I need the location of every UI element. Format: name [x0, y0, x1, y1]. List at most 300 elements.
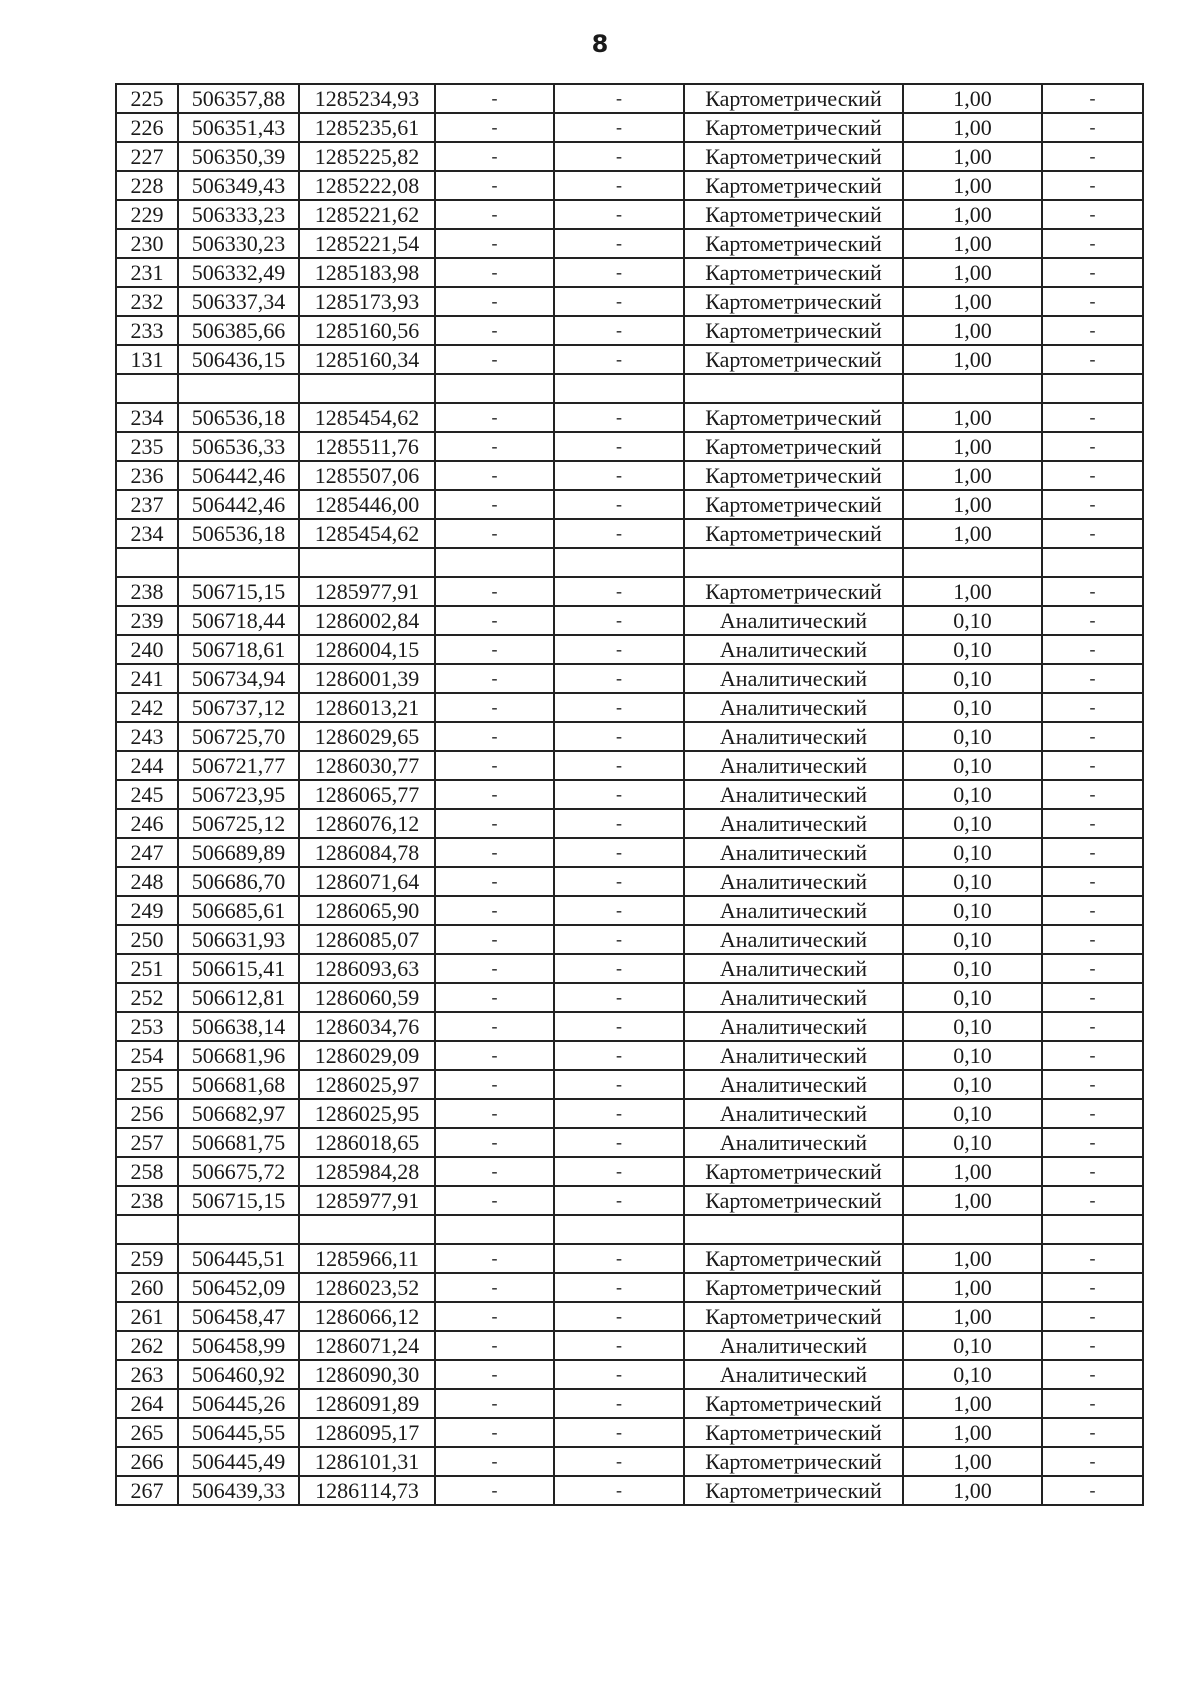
empty-value-cell-a: - — [435, 1012, 554, 1041]
empty-value-cell-b: - — [554, 1331, 684, 1360]
y-coordinate-cell: 1285966,11 — [299, 1244, 435, 1273]
x-coordinate-cell: 506675,72 — [178, 1157, 299, 1186]
x-coordinate-cell: 506357,88 — [178, 84, 299, 113]
point-number-cell: 264 — [116, 1389, 178, 1418]
empty-value-cell-c: - — [1042, 1273, 1143, 1302]
empty-value-cell-b: - — [554, 345, 684, 374]
empty-value-cell-a: - — [435, 403, 554, 432]
empty-value-cell-a: - — [435, 606, 554, 635]
x-coordinate-cell: 506445,51 — [178, 1244, 299, 1273]
empty-value-cell-a: - — [435, 1447, 554, 1476]
empty-value-cell-a: - — [435, 896, 554, 925]
table-row — [116, 432, 1143, 461]
point-number-cell: 231 — [116, 258, 178, 287]
empty-value-cell-b: - — [554, 664, 684, 693]
empty-value-cell-a: - — [435, 1244, 554, 1273]
empty-value-cell-c: - — [1042, 229, 1143, 258]
y-coordinate-cell: 1286101,31 — [299, 1447, 435, 1476]
empty-value-cell-a: - — [435, 316, 554, 345]
empty-value-cell-b: - — [554, 1128, 684, 1157]
table-row — [116, 1041, 1143, 1070]
empty-value-cell-b: - — [554, 171, 684, 200]
point-number-cell: 249 — [116, 896, 178, 925]
point-number-cell: 250 — [116, 925, 178, 954]
point-number-cell: 242 — [116, 693, 178, 722]
empty-value-cell-b: - — [554, 722, 684, 751]
y-coordinate-cell: 1286090,30 — [299, 1360, 435, 1389]
point-number-cell: 262 — [116, 1331, 178, 1360]
accuracy-cell: 0,10 — [903, 1331, 1042, 1360]
empty-value-cell-a: - — [435, 1099, 554, 1128]
x-coordinate-cell: 506681,96 — [178, 1041, 299, 1070]
x-coordinate-cell: 506718,44 — [178, 606, 299, 635]
accuracy-cell: 0,10 — [903, 1360, 1042, 1389]
method-cell: Аналитический — [684, 751, 903, 780]
x-coordinate-cell: 506460,92 — [178, 1360, 299, 1389]
y-coordinate-cell: 1285977,91 — [299, 577, 435, 606]
empty-value-cell-a: - — [435, 432, 554, 461]
empty-value-cell-c: - — [1042, 751, 1143, 780]
point-number-cell: 253 — [116, 1012, 178, 1041]
empty-value-cell-c: - — [1042, 200, 1143, 229]
method-cell: Картометрический — [684, 1418, 903, 1447]
x-coordinate-cell — [178, 374, 299, 403]
method-cell: Картометрический — [684, 287, 903, 316]
empty-value-cell-b: - — [554, 1302, 684, 1331]
empty-value-cell-a: - — [435, 1331, 554, 1360]
point-number-cell: 234 — [116, 403, 178, 432]
empty-value-cell-b: - — [554, 1012, 684, 1041]
y-coordinate-cell: 1285977,91 — [299, 1186, 435, 1215]
accuracy-cell: 0,10 — [903, 751, 1042, 780]
point-number-cell: 238 — [116, 577, 178, 606]
method-cell: Картометрический — [684, 1273, 903, 1302]
method-cell: Аналитический — [684, 1012, 903, 1041]
empty-value-cell-c: - — [1042, 287, 1143, 316]
empty-value-cell-b: - — [554, 896, 684, 925]
point-number-cell: 248 — [116, 867, 178, 896]
y-coordinate-cell: 1285235,61 — [299, 113, 435, 142]
method-cell: Картометрический — [684, 403, 903, 432]
x-coordinate-cell: 506350,39 — [178, 142, 299, 171]
x-coordinate-cell: 506685,61 — [178, 896, 299, 925]
x-coordinate-cell: 506725,12 — [178, 809, 299, 838]
empty-value-cell-b: - — [554, 1244, 684, 1273]
y-coordinate-cell: 1285222,08 — [299, 171, 435, 200]
method-cell: Картометрический — [684, 1244, 903, 1273]
accuracy-cell: 1,00 — [903, 1476, 1042, 1505]
x-coordinate-cell: 506536,18 — [178, 519, 299, 548]
accuracy-cell: 1,00 — [903, 142, 1042, 171]
empty-value-cell-c: - — [1042, 84, 1143, 113]
empty-value-cell-b: - — [554, 1099, 684, 1128]
empty-value-cell-b: - — [554, 287, 684, 316]
method-cell: Картометрический — [684, 1302, 903, 1331]
point-number-cell: 239 — [116, 606, 178, 635]
empty-value-cell-b: - — [554, 1476, 684, 1505]
table-row — [116, 1476, 1143, 1505]
empty-value-cell-b: - — [554, 1418, 684, 1447]
x-coordinate-cell — [178, 1215, 299, 1244]
empty-value-cell-b — [554, 374, 684, 403]
method-cell: Картометрический — [684, 258, 903, 287]
empty-value-cell-c: - — [1042, 1157, 1143, 1186]
accuracy-cell: 1,00 — [903, 1186, 1042, 1215]
x-coordinate-cell: 506682,97 — [178, 1099, 299, 1128]
method-cell: Картометрический — [684, 490, 903, 519]
empty-value-cell-b: - — [554, 954, 684, 983]
empty-value-cell-c: - — [1042, 1070, 1143, 1099]
method-cell: Картометрический — [684, 142, 903, 171]
accuracy-cell: 0,10 — [903, 1012, 1042, 1041]
table-row — [116, 983, 1143, 1012]
y-coordinate-cell: 1286076,12 — [299, 809, 435, 838]
x-coordinate-cell: 506337,34 — [178, 287, 299, 316]
empty-value-cell-c: - — [1042, 1128, 1143, 1157]
accuracy-cell: 0,10 — [903, 954, 1042, 983]
empty-value-cell-c: - — [1042, 954, 1143, 983]
empty-value-cell-b — [554, 1215, 684, 1244]
table-row — [116, 896, 1143, 925]
method-cell — [684, 1215, 903, 1244]
empty-value-cell-c: - — [1042, 1476, 1143, 1505]
x-coordinate-cell — [178, 548, 299, 577]
empty-value-cell-c: - — [1042, 664, 1143, 693]
y-coordinate-cell: 1286084,78 — [299, 838, 435, 867]
point-number-cell: 252 — [116, 983, 178, 1012]
accuracy-cell — [903, 374, 1042, 403]
point-number-cell — [116, 1215, 178, 1244]
empty-value-cell-b: - — [554, 229, 684, 258]
table-row — [116, 809, 1143, 838]
empty-value-cell-c: - — [1042, 577, 1143, 606]
table-row — [116, 1070, 1143, 1099]
method-cell: Картометрический — [684, 229, 903, 258]
y-coordinate-cell: 1285183,98 — [299, 258, 435, 287]
point-number-cell: 246 — [116, 809, 178, 838]
point-number-cell: 131 — [116, 345, 178, 374]
empty-value-cell-c: - — [1042, 1186, 1143, 1215]
empty-value-cell-a: - — [435, 983, 554, 1012]
empty-value-cell-a: - — [435, 635, 554, 664]
x-coordinate-cell: 506737,12 — [178, 693, 299, 722]
method-cell: Картометрический — [684, 577, 903, 606]
empty-value-cell-b: - — [554, 1273, 684, 1302]
accuracy-cell: 1,00 — [903, 432, 1042, 461]
empty-value-cell-c — [1042, 1215, 1143, 1244]
point-number-cell: 247 — [116, 838, 178, 867]
method-cell: Картометрический — [684, 1447, 903, 1476]
table-row — [116, 258, 1143, 287]
y-coordinate-cell: 1286085,07 — [299, 925, 435, 954]
point-number-cell: 236 — [116, 461, 178, 490]
method-cell: Картометрический — [684, 84, 903, 113]
table-row — [116, 1418, 1143, 1447]
empty-value-cell-c: - — [1042, 519, 1143, 548]
empty-value-cell-c: - — [1042, 780, 1143, 809]
table-row — [116, 867, 1143, 896]
accuracy-cell: 0,10 — [903, 925, 1042, 954]
empty-value-cell-b: - — [554, 432, 684, 461]
method-cell: Аналитический — [684, 1041, 903, 1070]
table-row — [116, 1389, 1143, 1418]
empty-value-cell-a: - — [435, 1070, 554, 1099]
accuracy-cell: 0,10 — [903, 983, 1042, 1012]
accuracy-cell: 1,00 — [903, 1302, 1042, 1331]
empty-value-cell-c: - — [1042, 316, 1143, 345]
table-row — [116, 1157, 1143, 1186]
empty-value-cell-a: - — [435, 1476, 554, 1505]
x-coordinate-cell: 506689,89 — [178, 838, 299, 867]
x-coordinate-cell: 506631,93 — [178, 925, 299, 954]
empty-value-cell-b: - — [554, 490, 684, 519]
x-coordinate-cell: 506385,66 — [178, 316, 299, 345]
accuracy-cell: 1,00 — [903, 113, 1042, 142]
coordinates-table — [115, 83, 1144, 1506]
empty-value-cell-a: - — [435, 287, 554, 316]
y-coordinate-cell: 1286114,73 — [299, 1476, 435, 1505]
empty-value-cell-b: - — [554, 635, 684, 664]
point-number-cell: 260 — [116, 1273, 178, 1302]
empty-value-cell-c: - — [1042, 258, 1143, 287]
point-number-cell: 254 — [116, 1041, 178, 1070]
table-row — [116, 316, 1143, 345]
y-coordinate-cell: 1286065,77 — [299, 780, 435, 809]
empty-value-cell-a: - — [435, 84, 554, 113]
accuracy-cell: 1,00 — [903, 403, 1042, 432]
method-cell: Аналитический — [684, 1099, 903, 1128]
table-row — [116, 838, 1143, 867]
point-number-cell — [116, 374, 178, 403]
empty-value-cell-a: - — [435, 345, 554, 374]
empty-value-cell-a: - — [435, 867, 554, 896]
empty-value-cell-b: - — [554, 606, 684, 635]
x-coordinate-cell: 506458,47 — [178, 1302, 299, 1331]
empty-value-cell-a: - — [435, 838, 554, 867]
table-row — [116, 693, 1143, 722]
y-coordinate-cell: 1286004,15 — [299, 635, 435, 664]
empty-value-cell-a: - — [435, 925, 554, 954]
x-coordinate-cell: 506458,99 — [178, 1331, 299, 1360]
empty-value-cell-b: - — [554, 403, 684, 432]
method-cell — [684, 548, 903, 577]
empty-value-cell-b: - — [554, 1157, 684, 1186]
y-coordinate-cell: 1286091,89 — [299, 1389, 435, 1418]
y-coordinate-cell: 1285454,62 — [299, 519, 435, 548]
accuracy-cell: 0,10 — [903, 664, 1042, 693]
empty-value-cell-b: - — [554, 1186, 684, 1215]
method-cell: Аналитический — [684, 722, 903, 751]
empty-value-cell-a: - — [435, 171, 554, 200]
empty-value-cell-a: - — [435, 490, 554, 519]
empty-value-cell-c — [1042, 548, 1143, 577]
accuracy-cell: 1,00 — [903, 171, 1042, 200]
empty-value-cell-c: - — [1042, 1418, 1143, 1447]
y-coordinate-cell: 1286025,95 — [299, 1099, 435, 1128]
table-row — [116, 171, 1143, 200]
accuracy-cell: 0,10 — [903, 1041, 1042, 1070]
accuracy-cell: 1,00 — [903, 1418, 1042, 1447]
table-row — [116, 287, 1143, 316]
y-coordinate-cell: 1285225,82 — [299, 142, 435, 171]
y-coordinate-cell: 1285221,54 — [299, 229, 435, 258]
empty-value-cell-c: - — [1042, 490, 1143, 519]
y-coordinate-cell: 1286095,17 — [299, 1418, 435, 1447]
accuracy-cell: 1,00 — [903, 84, 1042, 113]
empty-value-cell-b: - — [554, 519, 684, 548]
y-coordinate-cell — [299, 1215, 435, 1244]
table-row — [116, 954, 1143, 983]
y-coordinate-cell: 1286002,84 — [299, 606, 435, 635]
empty-value-cell-c: - — [1042, 1389, 1143, 1418]
point-number-cell: 235 — [116, 432, 178, 461]
empty-value-cell-b: - — [554, 84, 684, 113]
empty-value-cell-a: - — [435, 1389, 554, 1418]
x-coordinate-cell: 506452,09 — [178, 1273, 299, 1302]
point-number-cell: 256 — [116, 1099, 178, 1128]
empty-value-cell-b: - — [554, 1041, 684, 1070]
point-number-cell: 241 — [116, 664, 178, 693]
empty-value-cell-b: - — [554, 1389, 684, 1418]
empty-value-cell-a: - — [435, 519, 554, 548]
x-coordinate-cell: 506686,70 — [178, 867, 299, 896]
empty-value-cell-b: - — [554, 316, 684, 345]
empty-value-cell-a: - — [435, 809, 554, 838]
method-cell — [684, 374, 903, 403]
empty-value-cell-c: - — [1042, 142, 1143, 171]
table-row — [116, 664, 1143, 693]
empty-value-cell-b: - — [554, 1447, 684, 1476]
empty-value-cell-c: - — [1042, 1041, 1143, 1070]
table-row — [116, 1273, 1143, 1302]
empty-value-cell-b: - — [554, 693, 684, 722]
empty-value-cell-a: - — [435, 258, 554, 287]
accuracy-cell: 0,10 — [903, 838, 1042, 867]
table-row — [116, 1128, 1143, 1157]
y-coordinate-cell: 1286034,76 — [299, 1012, 435, 1041]
y-coordinate-cell: 1285160,56 — [299, 316, 435, 345]
x-coordinate-cell: 506638,14 — [178, 1012, 299, 1041]
accuracy-cell: 0,10 — [903, 1070, 1042, 1099]
empty-value-cell-b — [554, 548, 684, 577]
point-number-cell: 259 — [116, 1244, 178, 1273]
accuracy-cell: 1,00 — [903, 1447, 1042, 1476]
empty-value-cell-c — [1042, 374, 1143, 403]
empty-value-cell-c: - — [1042, 896, 1143, 925]
method-cell: Картометрический — [684, 1389, 903, 1418]
x-coordinate-cell: 506718,61 — [178, 635, 299, 664]
x-coordinate-cell: 506351,43 — [178, 113, 299, 142]
method-cell: Аналитический — [684, 925, 903, 954]
point-number-cell: 265 — [116, 1418, 178, 1447]
table-row — [116, 142, 1143, 171]
accuracy-cell: 1,00 — [903, 461, 1042, 490]
method-cell: Аналитический — [684, 693, 903, 722]
empty-value-cell-a: - — [435, 1041, 554, 1070]
point-number-cell: 266 — [116, 1447, 178, 1476]
y-coordinate-cell: 1285173,93 — [299, 287, 435, 316]
accuracy-cell: 0,10 — [903, 1128, 1042, 1157]
accuracy-cell: 0,10 — [903, 635, 1042, 664]
accuracy-cell: 1,00 — [903, 287, 1042, 316]
empty-value-cell-a — [435, 374, 554, 403]
method-cell: Аналитический — [684, 838, 903, 867]
point-number-cell: 261 — [116, 1302, 178, 1331]
y-coordinate-cell: 1285234,93 — [299, 84, 435, 113]
empty-value-cell-a: - — [435, 1157, 554, 1186]
accuracy-cell: 1,00 — [903, 345, 1042, 374]
empty-value-cell-b: - — [554, 577, 684, 606]
accuracy-cell: 0,10 — [903, 809, 1042, 838]
empty-value-cell-a: - — [435, 577, 554, 606]
point-number-cell: 244 — [116, 751, 178, 780]
accuracy-cell: 1,00 — [903, 229, 1042, 258]
point-number-cell: 228 — [116, 171, 178, 200]
accuracy-cell: 0,10 — [903, 896, 1042, 925]
method-cell: Картометрический — [684, 461, 903, 490]
empty-value-cell-b: - — [554, 113, 684, 142]
table-row — [116, 606, 1143, 635]
empty-value-cell-c: - — [1042, 693, 1143, 722]
y-coordinate-cell: 1286030,77 — [299, 751, 435, 780]
y-coordinate-cell: 1286029,65 — [299, 722, 435, 751]
accuracy-cell: 0,10 — [903, 1099, 1042, 1128]
empty-value-cell-a: - — [435, 1418, 554, 1447]
x-coordinate-cell: 506715,15 — [178, 1186, 299, 1215]
empty-value-cell-a: - — [435, 780, 554, 809]
table-row — [116, 1186, 1143, 1215]
empty-value-cell-c: - — [1042, 1360, 1143, 1389]
empty-value-cell-a: - — [435, 1186, 554, 1215]
empty-value-cell-a: - — [435, 664, 554, 693]
table-row — [116, 229, 1143, 258]
empty-value-cell-a: - — [435, 954, 554, 983]
accuracy-cell: 0,10 — [903, 606, 1042, 635]
y-coordinate-cell: 1286018,65 — [299, 1128, 435, 1157]
empty-value-cell-c: - — [1042, 403, 1143, 432]
empty-value-cell-c: - — [1042, 1447, 1143, 1476]
point-number-cell: 225 — [116, 84, 178, 113]
y-coordinate-cell: 1285221,62 — [299, 200, 435, 229]
empty-value-cell-a: - — [435, 1302, 554, 1331]
x-coordinate-cell: 506445,26 — [178, 1389, 299, 1418]
method-cell: Аналитический — [684, 1070, 903, 1099]
x-coordinate-cell: 506536,33 — [178, 432, 299, 461]
empty-value-cell-a: - — [435, 200, 554, 229]
empty-value-cell-c: - — [1042, 1099, 1143, 1128]
y-coordinate-cell: 1286066,12 — [299, 1302, 435, 1331]
empty-value-cell-a — [435, 1215, 554, 1244]
empty-value-cell-c: - — [1042, 925, 1143, 954]
x-coordinate-cell: 506721,77 — [178, 751, 299, 780]
method-cell: Картометрический — [684, 200, 903, 229]
table-row — [116, 200, 1143, 229]
x-coordinate-cell: 506715,15 — [178, 577, 299, 606]
point-number-cell: 263 — [116, 1360, 178, 1389]
method-cell: Картометрический — [684, 1186, 903, 1215]
point-number-cell: 245 — [116, 780, 178, 809]
y-coordinate-cell: 1286093,63 — [299, 954, 435, 983]
accuracy-cell: 0,10 — [903, 780, 1042, 809]
y-coordinate-cell: 1285454,62 — [299, 403, 435, 432]
empty-value-cell-c: - — [1042, 606, 1143, 635]
table-row — [116, 403, 1143, 432]
separator-row — [116, 374, 1143, 403]
empty-value-cell-a: - — [435, 1273, 554, 1302]
empty-value-cell-c: - — [1042, 867, 1143, 896]
y-coordinate-cell: 1286023,52 — [299, 1273, 435, 1302]
x-coordinate-cell: 506725,70 — [178, 722, 299, 751]
